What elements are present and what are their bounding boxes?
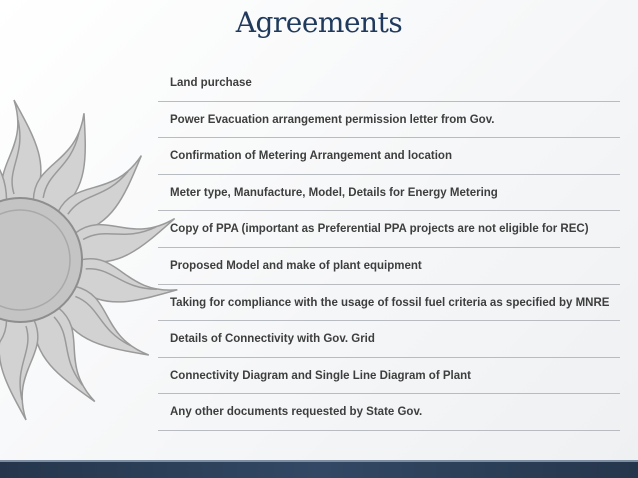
list-item: Connectivity Diagram and Single Line Diagram of Plant xyxy=(158,358,620,395)
list-item: Power Evacuation arrangement permission letter from Gov. xyxy=(158,102,620,139)
list-item: Land purchase xyxy=(158,65,620,102)
slide-title: Agreements xyxy=(235,6,403,39)
list-item: Taking for compliance with the usage of fossil fuel criteria as specified by MNRE xyxy=(158,285,620,322)
sun-ray xyxy=(0,320,38,420)
list-item: Meter type, Manufacture, Model, Details for Energy Metering xyxy=(158,175,620,212)
list-item: Confirmation of Metering Arrangement and location xyxy=(158,138,620,175)
agreements-list xyxy=(158,65,620,431)
list-item: Any other documents requested by State Gov. xyxy=(158,394,620,431)
list-item: Details of Connectivity with Gov. Grid xyxy=(158,321,620,358)
sun-ray xyxy=(2,100,41,200)
footer-bar xyxy=(0,462,638,478)
list-item: Copy of PPA (important as Preferential PPA projects are not eligible for REC) xyxy=(158,211,620,248)
list-item: Proposed Model and make of plant equipment xyxy=(158,248,620,285)
